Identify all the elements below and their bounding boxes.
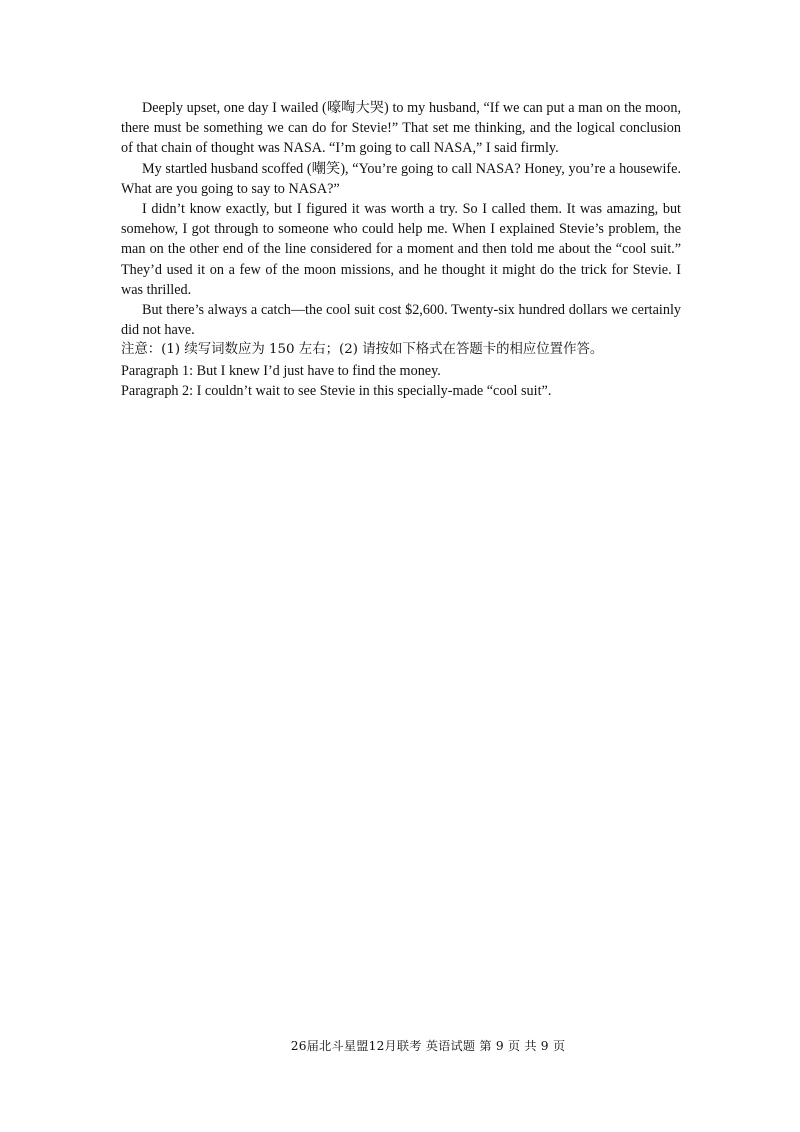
paragraph-1-prompt: Paragraph 1: But I knew I’d just have to find the money.	[121, 362, 441, 379]
story-paragraph-1: Deeply upset, one day I wailed (嚎啕大哭) to my husband, “If we can put a man on the moon, there must be something we can do for Stevie!” That set me thinking, and the logical conclusion of that chain of thought was NASA. “I’m going to call NASA,” I said firmly.	[121, 100, 681, 157]
story-paragraph-2: My startled husband scoffed (嘲笑), “You’re going to call NASA? Honey, you’re a housewife. What are you going to say to NASA?”	[121, 160, 681, 197]
story-paragraph-3: I didn’t know exactly, but I figured it was worth a try. So I called them. It was amazing, but somehow, I got through to someone who could help me. When I explained Stevie’s problem, the man on the other end of the line considered for a moment and then told me about the “cool suit.” They’d used it on a few of the moon missions, and he thought it might do the trick for Stevie. I was thrilled.	[121, 201, 681, 298]
story-paragraph-4: But there’s always a catch—the cool suit cost $2,600. Twenty-six hundred dollars we certainly did not have.	[121, 302, 681, 339]
story-body	[121, 98, 681, 401]
writing-instructions: 注意：(1) 续写词数应为 150 左右；(2) 请按如下格式在答题卡的相应位置作答。	[121, 342, 604, 358]
page-footer: 26届北斗星盟12月联考 英语试题 第 9 页 共 9 页	[290, 1039, 566, 1053]
paragraph-2-prompt: Paragraph 2: I couldn’t wait to see Stevie in this specially-made “cool suit”.	[121, 382, 552, 399]
